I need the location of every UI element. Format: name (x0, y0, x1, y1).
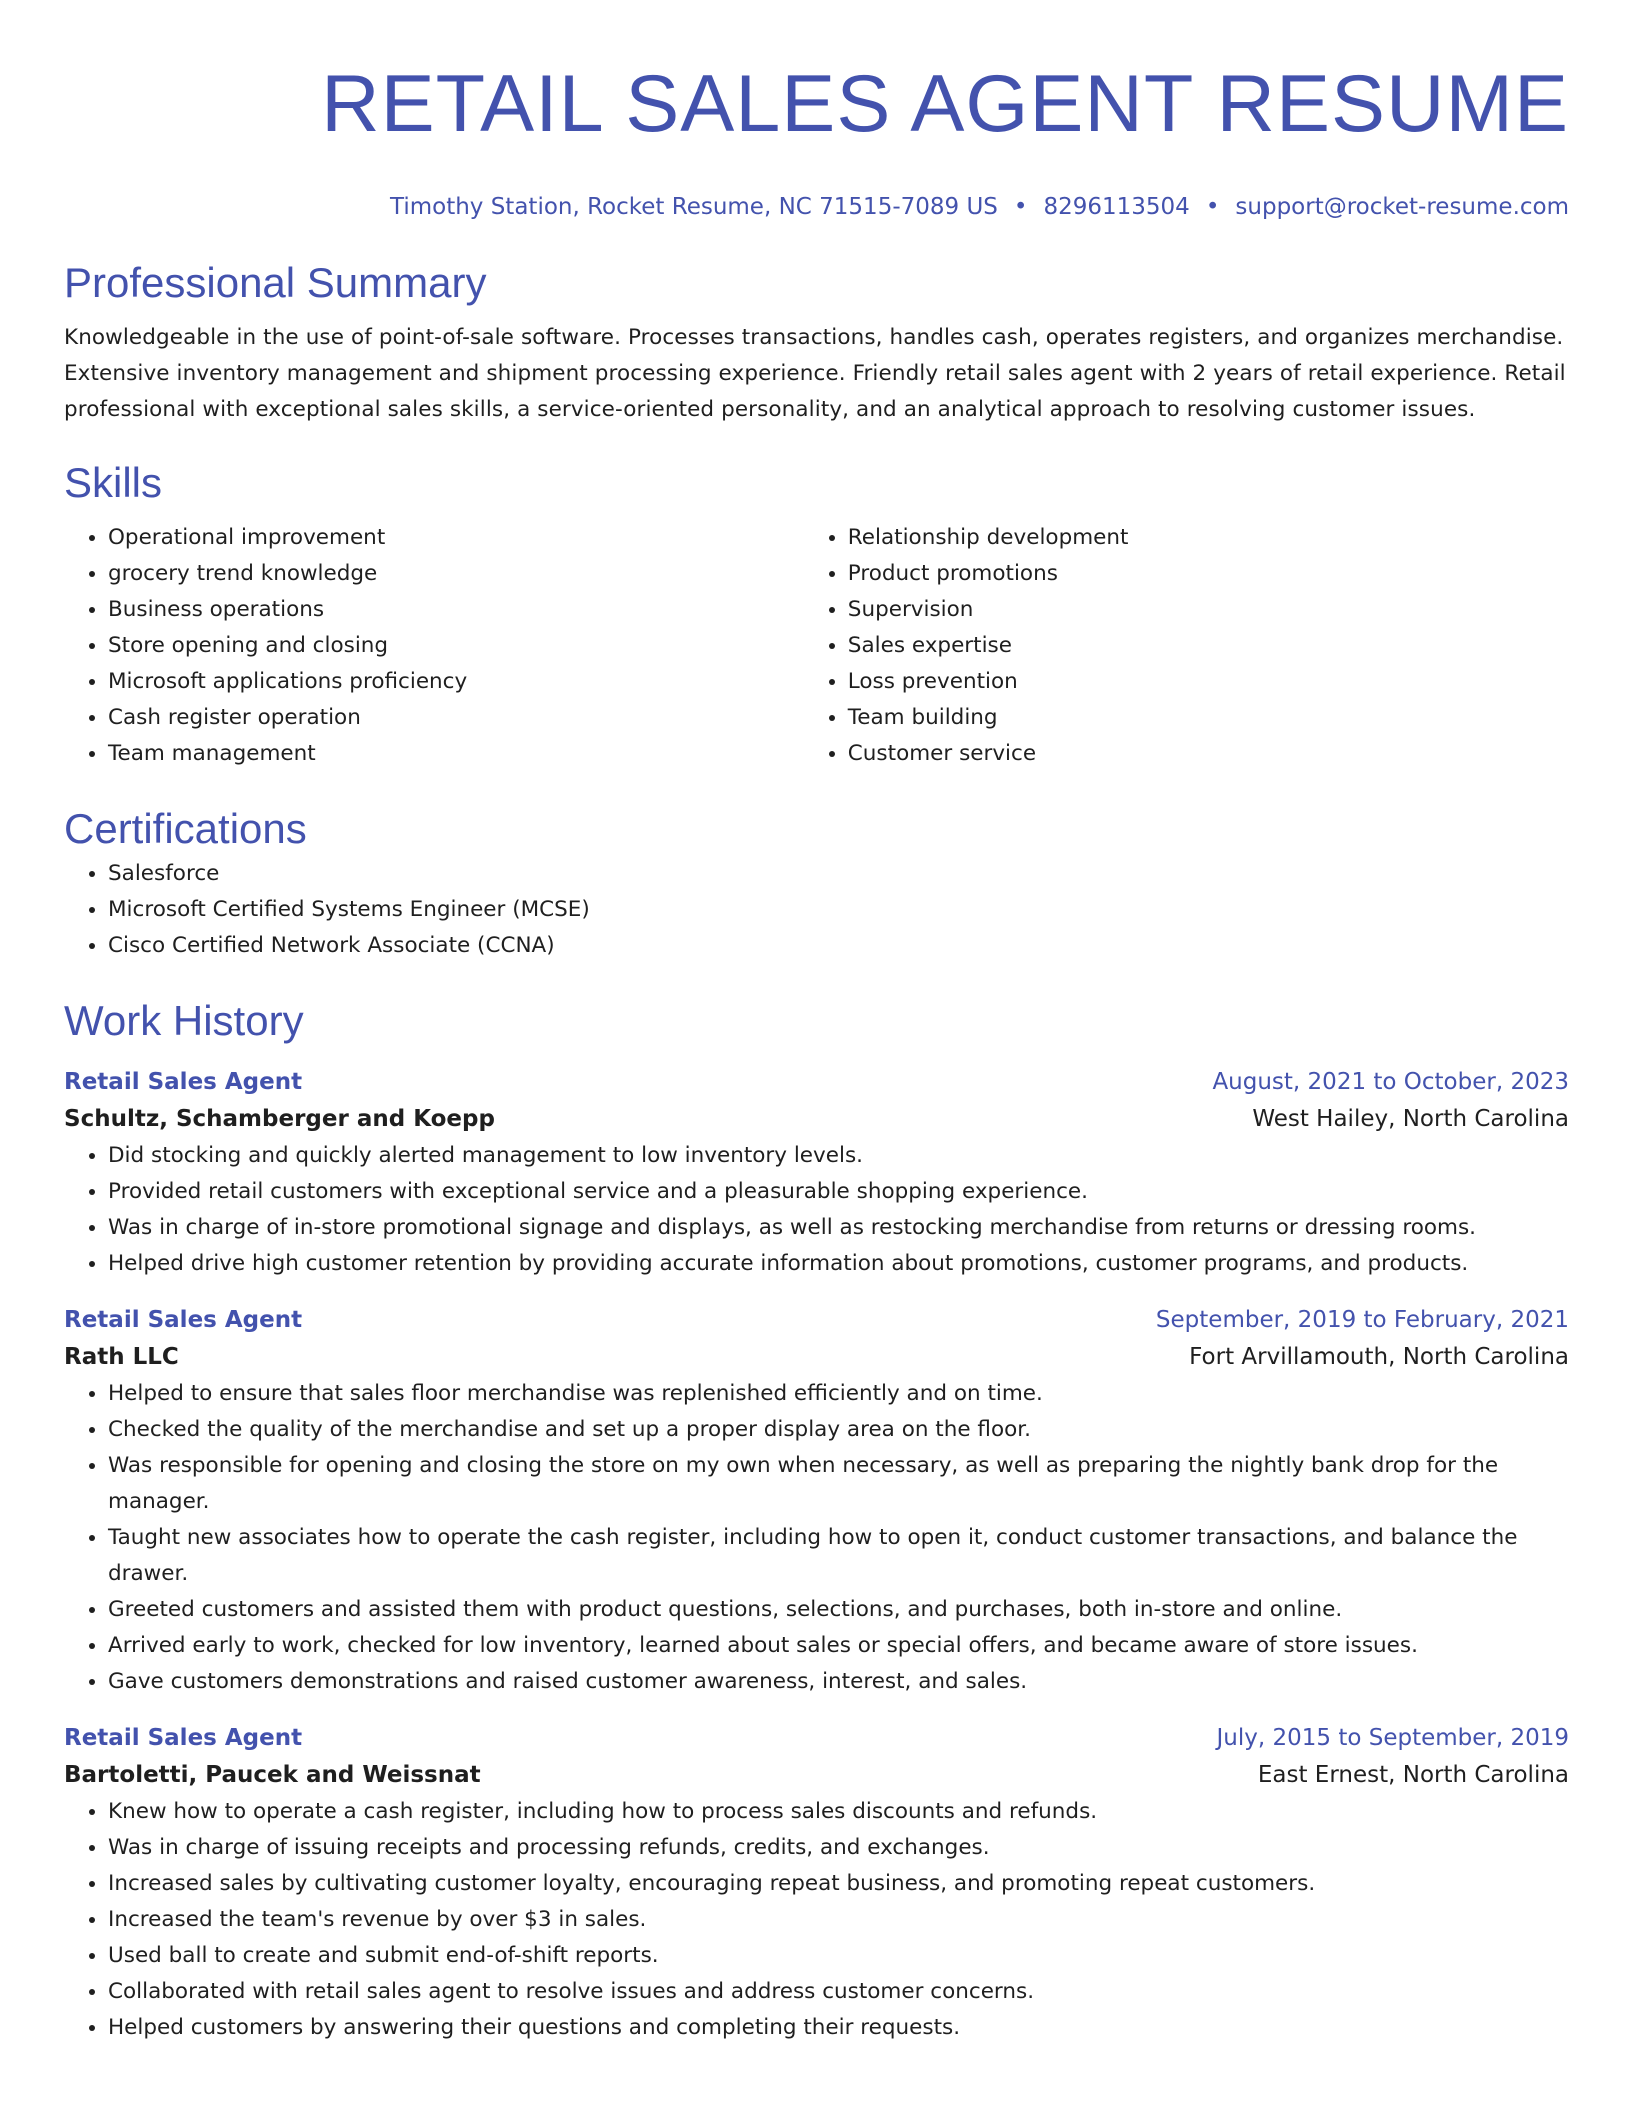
job-company: Bartoletti, Paucek and Weissnat (64, 1762, 481, 1788)
job-title-row (64, 1064, 1569, 1100)
list-item: • Salesforce (108, 856, 1569, 892)
list-item: • Gave customers demonstrations and raised customer awareness, interest, and sales. (108, 1664, 1569, 1700)
summary-heading: Professional Summary (64, 259, 487, 306)
list-item: • Was responsible for opening and closing the store on my own when necessary, as well as preparing the nightly bank drop for the manager. (108, 1448, 1569, 1520)
list-item: • Product promotions (848, 556, 1569, 592)
certifications-heading: Certifications (64, 805, 307, 852)
summary-section (64, 256, 1569, 428)
list-item: • Arrived early to work, checked for low inventory, learned about sales or special offers, and became aware of store issues. (108, 1628, 1569, 1664)
list-item: • Greeted customers and assisted them with product questions, selections, and purchases, both in-store and online. (108, 1592, 1569, 1628)
job-bullet-list (64, 1794, 1569, 2046)
list-item: • Checked the quality of the merchandise and set up a proper display area on the floor. (108, 1412, 1569, 1448)
skills-heading: Skills (64, 459, 163, 506)
contact-line (64, 192, 1569, 222)
list-item: • Cash register operation (108, 700, 804, 736)
list-item: • Sales expertise (848, 628, 1569, 664)
contact-separator: • (1205, 194, 1220, 220)
list-item: • Provided retail customers with exceptional service and a pleasurable shopping experience. (108, 1174, 1569, 1210)
jobs-container (64, 1064, 1569, 2046)
certifications-section (64, 802, 1569, 964)
summary-text: Knowledgeable in the use of point-of-sale software. Processes transactions, handles cash, operates registers, and organizes merchandise. Extensive inventory management and shipment processing experience. Friendly retail sales agent with 2 years of retail experience. Retail professional with exceptional sales skills, a service-oriented personality, and an analytical approach to resolving customer issues. (64, 325, 1566, 422)
skills-grid (64, 520, 1569, 772)
job-company-row (64, 1100, 1569, 1138)
job-location: West Hailey, North Carolina (1252, 1106, 1569, 1132)
job-dates: August, 2021 to October, 2023 (1212, 1069, 1569, 1095)
work-history-heading: Work History (64, 997, 304, 1044)
list-item: • Team management (108, 736, 804, 772)
list-item: • Increased sales by cultivating customer loyalty, encouraging repeat business, and promoting repeat customers. (108, 1866, 1569, 1902)
list-item: • Microsoft Certified Systems Engineer (MCSE) (108, 892, 1569, 928)
resume-title: RETAIL SALES AGENT RESUME (321, 59, 1569, 149)
contact-phone: 8296113504 (1043, 194, 1190, 220)
list-item: • Used ball to create and submit end-of-shift reports. (108, 1938, 1569, 1974)
list-item: • Team building (848, 700, 1569, 736)
list-item: • Was in charge of issuing receipts and processing refunds, credits, and exchanges. (108, 1830, 1569, 1866)
job-title: Retail Sales Agent (64, 1069, 303, 1095)
work-history-section (64, 994, 1569, 2046)
job-location: East Ernest, North Carolina (1257, 1762, 1569, 1788)
list-item: • Store opening and closing (108, 628, 804, 664)
contact-separator: • (1013, 194, 1028, 220)
list-item: • Helped to ensure that sales floor merchandise was replenished efficiently and on time. (108, 1376, 1569, 1412)
job-title: Retail Sales Agent (64, 1307, 303, 1333)
list-item: • Collaborated with retail sales agent to resolve issues and address customer concerns. (108, 1974, 1569, 2010)
skills-list-right (804, 520, 1569, 772)
list-item: • Customer service (848, 736, 1569, 772)
job-dates: September, 2019 to February, 2021 (1155, 1307, 1569, 1333)
job-title-row (64, 1302, 1569, 1338)
contact-email: support@rocket-resume.com (1235, 194, 1569, 220)
job-company-row (64, 1338, 1569, 1376)
job-entry (64, 1302, 1569, 1700)
list-item: • Taught new associates how to operate the cash register, including how to open it, conduct customer transactions, and balance the drawer. (108, 1520, 1569, 1592)
certifications-list (64, 856, 1569, 964)
job-dates: July, 2015 to September, 2019 (1216, 1725, 1569, 1751)
job-title: Retail Sales Agent (64, 1725, 303, 1751)
list-item: • grocery trend knowledge (108, 556, 804, 592)
list-item: • Relationship development (848, 520, 1569, 556)
job-title-row (64, 1720, 1569, 1756)
list-item: • Cisco Certified Network Associate (CCNA) (108, 928, 1569, 964)
list-item: • Did stocking and quickly alerted management to low inventory levels. (108, 1138, 1569, 1174)
list-item: • Loss prevention (848, 664, 1569, 700)
list-item: • Increased the team's revenue by over $3 in sales. (108, 1902, 1569, 1938)
job-entry (64, 1720, 1569, 2046)
job-company: Schultz, Schamberger and Koepp (64, 1106, 495, 1132)
skills-list-left (64, 520, 804, 772)
job-bullet-list (64, 1376, 1569, 1700)
list-item: • Helped drive high customer retention by providing accurate information about promotions, customer programs, and products. (108, 1246, 1569, 1282)
list-item: • Supervision (848, 592, 1569, 628)
resume-header (64, 56, 1569, 222)
list-item: • Business operations (108, 592, 804, 628)
job-company: Rath LLC (64, 1344, 179, 1370)
list-item: • Microsoft applications proficiency (108, 664, 804, 700)
skills-section (64, 456, 1569, 772)
list-item: • Helped customers by answering their questions and completing their requests. (108, 2010, 1569, 2046)
list-item: • Operational improvement (108, 520, 804, 556)
list-item: • Was in charge of in-store promotional signage and displays, as well as restocking merchandise from returns or dressing rooms. (108, 1210, 1569, 1246)
job-company-row (64, 1756, 1569, 1794)
list-item: • Knew how to operate a cash register, including how to process sales discounts and refunds. (108, 1794, 1569, 1830)
job-location: Fort Arvillamouth, North Carolina (1189, 1344, 1569, 1370)
job-bullet-list (64, 1138, 1569, 1282)
job-entry (64, 1064, 1569, 1282)
contact-address: Timothy Station, Rocket Resume, NC 71515-7089 US (389, 194, 998, 220)
